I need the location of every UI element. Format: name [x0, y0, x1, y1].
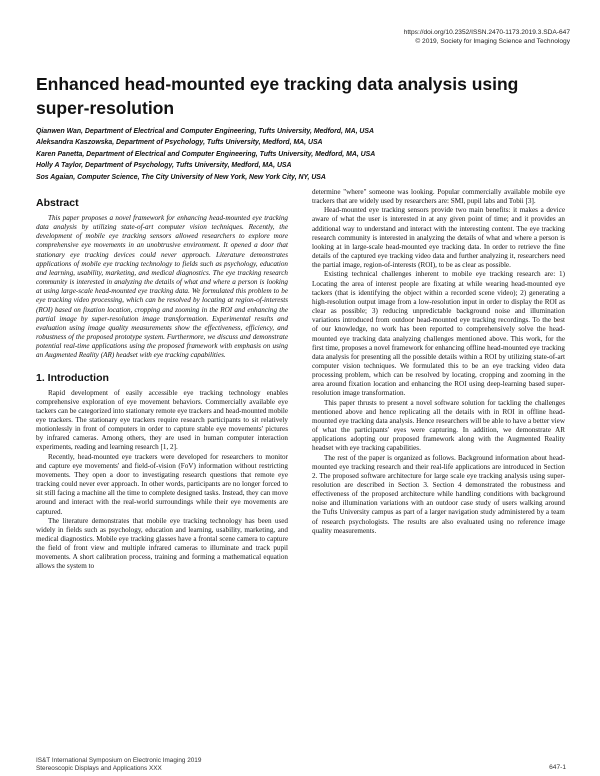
page-number: 647-1	[549, 764, 566, 771]
body-paragraph: This paper thrusts to present a novel software solution for tackling the challenges mentioned above and hence replicating all the details with in ROI in offline head-mounted eye tracking data analysis. Hence researchers will be able to have a better view of what the participants' eyes were capturing. In addition, we demonstrate AR applications adopting our proposed framework along with the Augmented Reality headset with eye tracking capabilities.	[312, 398, 565, 453]
author-list	[36, 126, 566, 183]
left-column	[36, 196, 288, 572]
body-paragraph-continued: determine "where" someone was looking. Popular commercially available mobile eye trackers that are widely used by researchers are: SMI, pupil labs and Tobii [3].	[312, 188, 565, 206]
page-footer	[36, 757, 201, 773]
body-paragraph: The rest of the paper is organized as follows. Background information about head-mounted eye tracking research and their real-life applications are introduced in Section 2. The proposed software architecture for large scale eye tracking analysis using super-resolution are described in Section 3. Section 4 demonstrated the robustness and effectiveness of the proposed architecture while handling conditions with background noise and illumination variations with an outdoor case study of users walking around the Tufts University campus as part of a larger navigation study administered by a team of research psychologists. The results are also evaluated using no reference image quality measurements.	[312, 453, 565, 535]
author-affiliation: Sos Agaian, Computer Science, The City University of New York, New York City, NY, USA	[36, 173, 326, 181]
right-column	[312, 188, 565, 536]
body-paragraph: Recently, head-mounted eye trackers were developed for researchers to monitor and capture eye movements' and field-of-vision (FoV) information without restricting movements. They open a door to investigating research questions that remote eye tracking could never ever approach. In other words, participants are no longer forced to sit still facing a machine all the time to complete designed tasks. Instead, they can move around and interact with the real-world surroundings while their eye movements are captured.	[36, 452, 288, 516]
conference-name: Stereoscopic Displays and Applications XXX	[36, 765, 162, 772]
introduction-heading: 1. Introduction	[36, 371, 109, 384]
author-affiliation: Aleksandra Kaszowska, Department of Psychology, Tufts University, Medford, MA, USA	[36, 139, 323, 147]
abstract-text: This paper proposes a novel framework for enhancing head-mounted eye tracking data analysis by utilizing state-of-art computer vision techniques. Recently, the development of mobile eye tracking sensors allowed researchers to explore more comprehensive eye movements in an unobtrusive environment. It opened a door that stationary eye tracking devices could never approach. Literature demonstrates applications of mobile eye tracking technology to fields such as psychology, education and learning, usability, marketing, and medical diagnostics. The eye tracking research community is interested in analyzing the details of what and where a person is looking at using large-scale head-mounted eye tracking data. We formulated this problem to be eye tracking video processing, which can be resolved by locating at region-of-interests (ROI) based on fixation location, cropping and zooming in the ROI and enhancing the partial image by super-resolution image transformation. Experimental results and evaluation using image quality measurements show the effectiveness, efficiency, and robustness of the proposed prototype system. Furthermore, we discuss and demonstrate potential real-time applications using the proposed framework with emphasis on using an Augmented Reality (AR) headset with eye tracking capabilities.	[36, 214, 288, 360]
doi-link[interactable]: https://doi.org/10.2352/ISSN.2470-1173.2019.3.SDA-647	[403, 29, 570, 36]
copyright-line: © 2019, Society for Imaging Science and Technology	[415, 38, 570, 45]
author-affiliation: Qianwen Wan, Department of Electrical and Computer Engineering, Tufts University, Medford, MA, USA	[36, 128, 374, 135]
paper-title: Enhanced head-mounted eye tracking data analysis using super-resolution	[36, 74, 519, 118]
body-paragraph: The literature demonstrates that mobile eye tracking technology has been used widely in fields such as psychology, education and learning, usability, marketing, and medical diagnostics. Mobile eye tracking glasses have a frontal scene camera to capture the field of front view and multiple infrared cameras to illuminate and track pupil movements. A short calibration process, training and forming a mathematical equation allows the system to	[36, 516, 288, 571]
body-paragraph: Existing technical challenges inherent to mobile eye tracking research are: 1) Locating the area of interest people are fixating at while wearing head-mounted eye tackers (that is identifying the object within a recorded scene video); 2) generating a high-resolution output image from a low-resolution input in order to display the ROI as clear as possible; 3) reducing unpredictable background noise and illumination variations introduced from outdoor head-mounted eye tracking recordings. To the best of our knowledge, no work has been reported to comprehensively solve the head-mounted eye tracking data analyzing challenges mentioned above. This work, for the first time, proposes a novel framework for enhancing offline head-mounted eye tracking data analysis for presenting all the possible details within a ROI by utilizing state-of-art computer vision techniques. We formulated this to be an eye tracking video data processing problem, which can be resolved by locating, cropping and zooming in the area around fixation location and enhancing the ROI using deep-learning based super-resolution image transformation.	[312, 270, 565, 398]
body-paragraph: Head-mounted eye tracking sensors provide two main benefits: it makes a device aware of what the user is interested in at any given point of time; and it provides an additional way to understand and interact with the interesting content. The eye tracking research community is interested in analyzing the details of what and where a person is looking at in large-scale head-mounted eye tracking data. In order to retrieve the fine details of the captured eye tracking video data and further analyzing it, researchers need the partial image, region-of-interests (ROI), to be as clear as possible.	[312, 206, 565, 270]
body-paragraph: Rapid development of easily accessible eye tracking technology enables comprehensive exploration of eye movement behaviors. Commercially available eye tackers can be categorized into stationary remote eye trackers and head-mounted mobile eye trackers. The stationary eye trackers require research participants to sit relatively motionlessly in front of computers in order to capture stable eye movements' pictures by infrared cameras. Among others, they are used in human computer interaction experiments, reading and learning research [1, 2].	[36, 388, 288, 452]
abstract-heading: Abstract	[36, 197, 79, 209]
author-affiliation: Holly A Taylor, Department of Psychology, Tufts University, Medford, MA, USA	[36, 162, 292, 170]
introduction-section	[36, 371, 288, 572]
symposium-name: IS&T International Symposium on Electronic Imaging 2019	[36, 757, 202, 764]
author-affiliation: Karen Panetta, Department of Electrical and Computer Engineering, Tufts University, Medford, MA, USA	[36, 150, 376, 158]
page-header	[404, 28, 570, 46]
abstract-section	[36, 196, 288, 361]
